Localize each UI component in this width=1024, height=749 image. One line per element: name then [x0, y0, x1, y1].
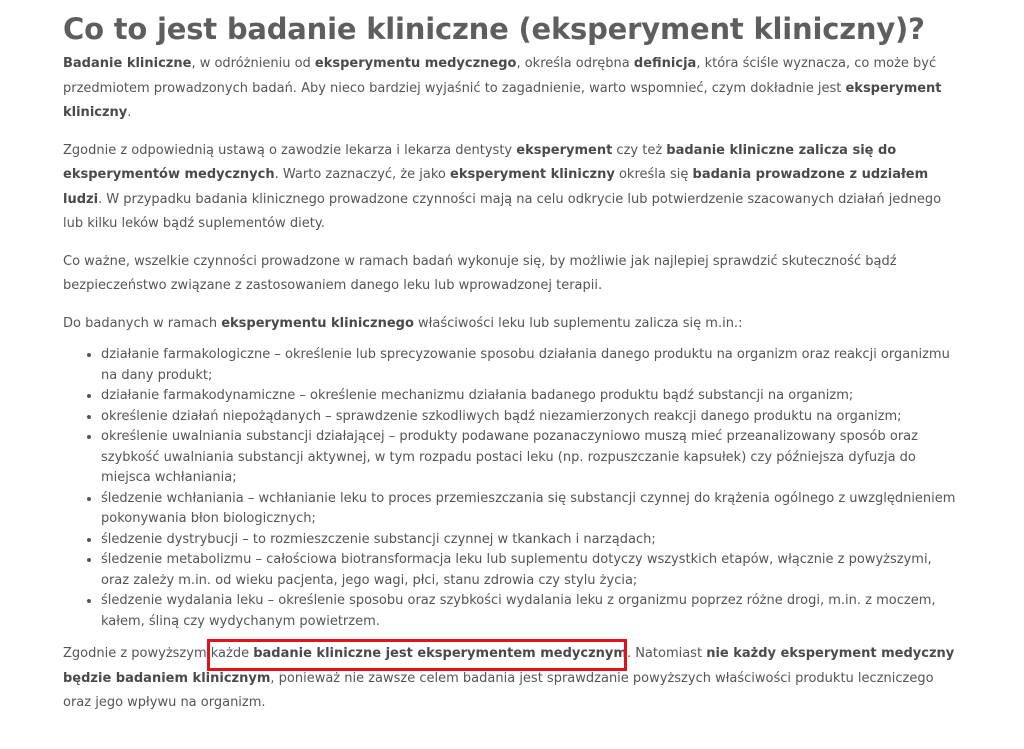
properties-list: [63, 345, 963, 632]
text: . Natomiast: [626, 646, 707, 661]
text: , ponieważ nie zawsze celem badania jest sprawdzanie powyższych właściwości produktu leczniczego oraz jego wpływu na organizm.: [63, 670, 934, 710]
bold-text-highlighted: badanie kliniczne jest eksperymentem medycznym: [253, 646, 627, 661]
bold-text: badania prowadzone z udziałem ludzi: [63, 167, 929, 207]
bold-text: Badanie kliniczne: [63, 56, 192, 71]
list-item: • śledzenie dystrybucji – to rozmieszczenie substancji czynnej w tkankach i narządach;: [101, 530, 963, 551]
text: Do badanych w ramach: [63, 315, 222, 331]
text: , która ściśle wyznacza, co może być przedmiotem prowadzonych badań. Aby nieco bardziej wyjaśnić to zagadnienie, warto wspomnieć, czym dokładnie jest: [63, 56, 937, 96]
text: właściwości leku lub suplementu zalicza się m.in.:: [413, 315, 743, 331]
paragraph-properties: [63, 312, 963, 337]
list-item: • śledzenie wchłaniania – wchłanianie leku to proces przemieszczania się substancji czynnej do krążenia ogólnego z uwzględnieniem pokonywania błon biologicznych;: [101, 489, 963, 530]
list-item: • śledzenie wydalania leku – określenie sposobu oraz szybkości wydalania leku z organizmu poprzez różne drogi, m.in. z moczem, kałem, śliną czy wydychanym powietrzem.: [101, 591, 963, 632]
list-item: • określenie działań niepożądanych – sprawdzenie szkodliwych bądź niezamierzonych reakcji danego produktu na organizm;: [101, 407, 963, 428]
paragraph-law: [63, 139, 963, 237]
bold-text: definicja: [633, 56, 697, 71]
paragraph-intro: [63, 52, 963, 126]
text: . W przypadku badania klinicznego prowadzone czynności mają na celu odkrycie lub potwierdzenie szacowanych działań jednego lub kilku leków bądź suplementów diety.: [63, 191, 942, 231]
list-item: • śledzenie metabolizmu – całościowa biotransformacja leku lub suplementu dotyczy wszystkich etapów, włącznie z powyższymi, oraz zależy m.in. od wieku pacjenta, jego wagi, płci, stanu zdrowia czy stylu życia;: [101, 550, 963, 591]
article: [63, 0, 963, 716]
list-item: • działanie farmakologiczne – określenie lub sprecyzowanie sposobu działania danego produktu na organizm oraz reakcji organizmu na dany produkt;: [101, 345, 963, 386]
list-item: • działanie farmakodynamiczne – określenie mechanizmu działania badanego produktu bądź substancji na organizm;: [101, 386, 963, 407]
paragraph-important: Co ważne, wszelkie czynności prowadzone w ramach badań wykonuje się, by możliwie jak najlepiej sprawdzić skuteczność bądź bezpieczeństwo związane z zastosowaniem danego leku lub wprowadzonej terapii.: [63, 253, 897, 293]
bold-text: badanie kliniczne zalicza się do eksperymentów medycznych: [63, 142, 897, 182]
paragraph-conclusion: [63, 642, 963, 716]
bold-text: eksperymentu medycznego: [314, 56, 517, 71]
text: . Warto zaznaczyć, że jako: [274, 167, 450, 182]
text: Zgodnie z odpowiednią ustawą o zawodzie lekarza i lekarza dentysty: [63, 142, 517, 158]
text: określa się: [614, 167, 693, 182]
text: , w odróżnieniu od: [191, 56, 315, 71]
bold-text: eksperyment kliniczny: [63, 80, 942, 120]
text: czy też: [612, 142, 667, 158]
bold-text: eksperyment: [516, 142, 613, 158]
bold-text: eksperymentu klinicznego: [221, 315, 414, 331]
text: Zgodnie z powyższym każde: [63, 646, 254, 661]
text: , określa odrębna: [516, 56, 634, 71]
bold-text: nie każdy eksperyment medyczny będzie badaniem klinicznym: [63, 646, 955, 686]
page-title: Co to jest badanie kliniczne (eksperyment kliniczny)?: [63, 12, 925, 46]
text: .: [127, 105, 132, 120]
list-item: • określenie uwalniania substancji działającej – produkty podawane pozanaczyniowo muszą mieć przeanalizowany sposób oraz szybkość uwalniania substancji aktywnej, w tym rozpadu postaci leku (np. rozpuszczanie kapsułek) czy późniejsza dyfuzja do miejsca wchłaniania;: [101, 427, 963, 489]
bold-text: eksperyment kliniczny: [450, 167, 615, 182]
